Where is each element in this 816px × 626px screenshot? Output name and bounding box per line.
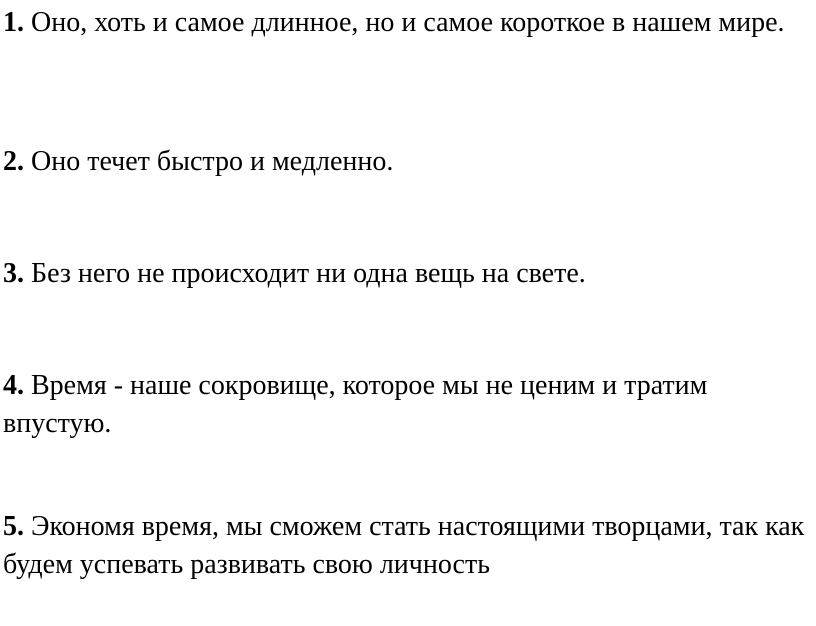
item-text: Время - наше сокровище, которое мы не ценим и тратим впустую. (3, 370, 708, 439)
item-number: 5. (3, 511, 24, 542)
list-item (3, 4, 808, 42)
item-number: 1. (3, 7, 24, 38)
list-item (3, 367, 808, 443)
item-number: 2. (3, 146, 24, 177)
list-item (3, 143, 808, 181)
item-number: 3. (3, 258, 24, 289)
item-text: Оно течет быстро и медленно. (24, 146, 394, 177)
item-number: 4. (3, 370, 24, 401)
item-text: Без него не происходит ни одна вещь на свете. (24, 258, 586, 289)
item-text: Оно, хоть и самое длинное, но и самое короткое в нашем мире. (24, 7, 785, 38)
list-item (3, 508, 808, 584)
list-item (3, 255, 808, 293)
item-text: Экономя время, мы сможем стать настоящими творцами, так как будем успевать развивать свою личность (3, 511, 805, 580)
